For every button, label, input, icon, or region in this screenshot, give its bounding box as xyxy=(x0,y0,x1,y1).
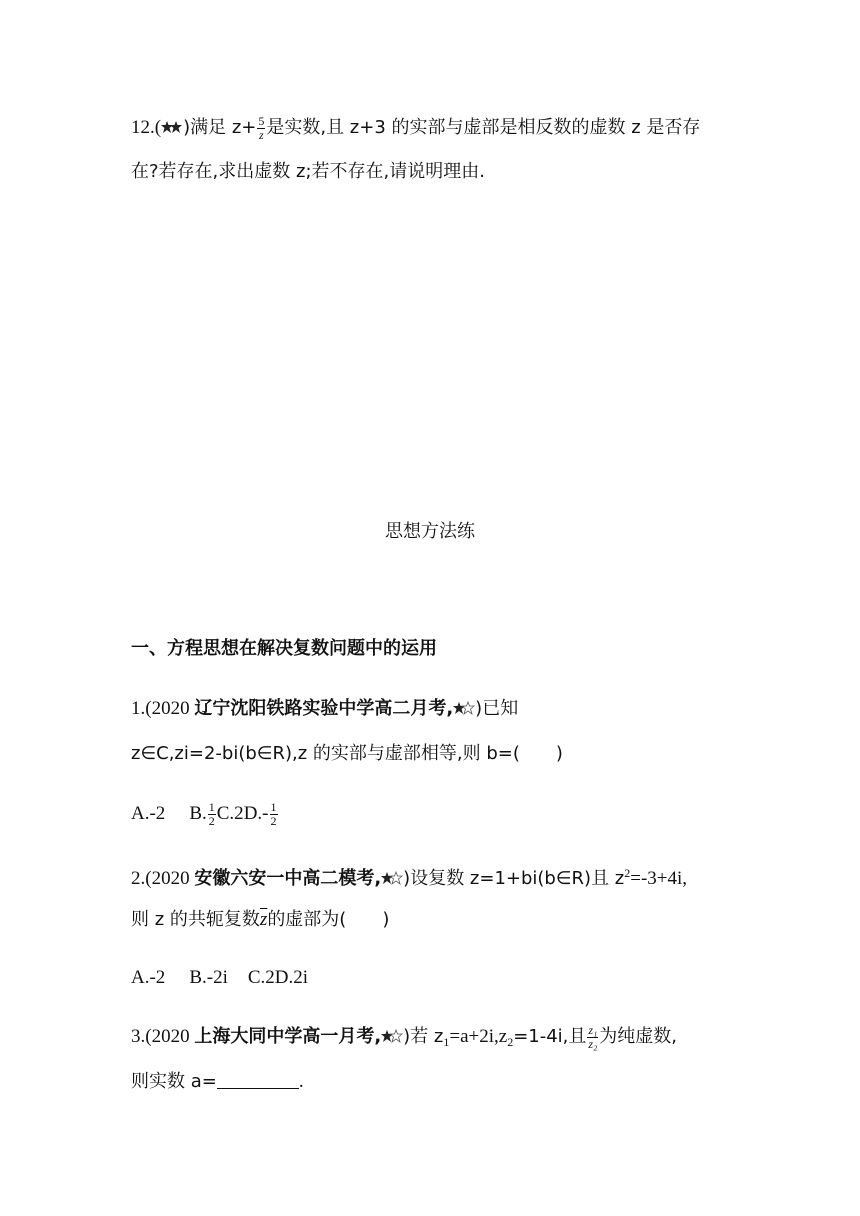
question-text: 是实数,且 z+3 的实部与虚部是相反数的虚数 z 是否存 xyxy=(266,116,701,138)
answer-blank[interactable] xyxy=(217,1070,299,1089)
fraction-numerator: 1 xyxy=(270,800,277,814)
difficulty-stars-icon xyxy=(381,871,403,885)
question-number: 3.(2020 xyxy=(131,1025,195,1047)
question-text: )满足 z+ xyxy=(183,116,257,138)
difficulty-stars-icon xyxy=(453,701,475,715)
fraction-one-half xyxy=(270,801,278,828)
question-number: 1.(2020 xyxy=(131,698,195,719)
option-b: B.-2i xyxy=(189,967,228,988)
option-c: C.2 xyxy=(216,802,244,824)
question-1-options xyxy=(131,801,279,828)
question-2-line-2 xyxy=(131,908,389,932)
fraction-denominator: z₂ xyxy=(588,1037,598,1051)
question-text: )设复数 z=1+bi(b∈R)且 z xyxy=(403,868,625,889)
question-text: )若 z xyxy=(403,1025,444,1047)
question-text: 为纯虚数, xyxy=(599,1025,677,1047)
question-number: 12.( xyxy=(131,116,162,138)
fraction-denominator: 2 xyxy=(208,814,215,828)
fraction-denominator: 2 xyxy=(270,814,277,828)
option-d: D.2i xyxy=(274,967,309,988)
option-a: A.-2 xyxy=(131,802,166,824)
question-number: 2.(2020 xyxy=(131,868,195,889)
fraction-numerator: 1 xyxy=(208,800,215,814)
period: . xyxy=(298,1071,304,1092)
question-text: 则实数 a= xyxy=(131,1071,217,1092)
subsection-title: 一、方程思想在解决复数问题中的运用 xyxy=(131,638,437,659)
question-source: 安徽六安一中高二模考, xyxy=(194,868,382,889)
question-source: 上海大同中学高一月考, xyxy=(194,1025,382,1047)
question-text: 则 z 的共轭复数 xyxy=(131,909,260,930)
fraction-z1-over-z2 xyxy=(587,1024,598,1051)
question-12-line-2: 在?若存在,求出虚数 z;若不存在,请说明理由. xyxy=(131,161,485,182)
fraction-numerator: z₁ xyxy=(588,1023,598,1037)
question-text: =-3+4i, xyxy=(630,868,688,889)
option-a: A.-2 xyxy=(131,967,166,988)
question-text: )已知 xyxy=(475,698,519,719)
subscript: 1 xyxy=(443,1034,450,1049)
option-c: C.2 xyxy=(247,967,275,988)
question-2-line-1 xyxy=(131,861,687,891)
question-text: =1-4i,且 xyxy=(513,1025,587,1047)
subscript: 2 xyxy=(507,1034,514,1049)
fraction-one-half xyxy=(208,801,216,828)
superscript: 2 xyxy=(624,866,631,880)
question-text: 的虚部为( ) xyxy=(267,909,390,930)
difficulty-stars-icon xyxy=(161,120,183,134)
question-12-line-1 xyxy=(131,115,700,142)
section-title: 思想方法练 xyxy=(385,521,475,542)
question-2-options xyxy=(131,966,308,990)
question-1-line-2: z∈C,zi=2-bi(b∈R),z 的实部与虚部相等,则 b=( ) xyxy=(131,743,563,764)
fraction-5-over-z xyxy=(257,115,265,142)
conjugate-z: $\overline{z}$ xyxy=(259,909,268,930)
fraction-numerator: 5 xyxy=(258,114,265,128)
question-3-line-2 xyxy=(131,1070,304,1094)
question-text: =a+2i,z xyxy=(449,1025,508,1047)
question-3-line-1 xyxy=(131,1024,677,1054)
question-source: 辽宁沈阳铁路实验中学高二月考, xyxy=(194,698,454,719)
difficulty-stars-icon xyxy=(381,1029,403,1043)
question-1-line-1 xyxy=(131,697,518,721)
option-d: D.- xyxy=(243,802,269,824)
option-b: B. xyxy=(189,802,207,824)
fraction-denominator: z xyxy=(259,128,264,142)
